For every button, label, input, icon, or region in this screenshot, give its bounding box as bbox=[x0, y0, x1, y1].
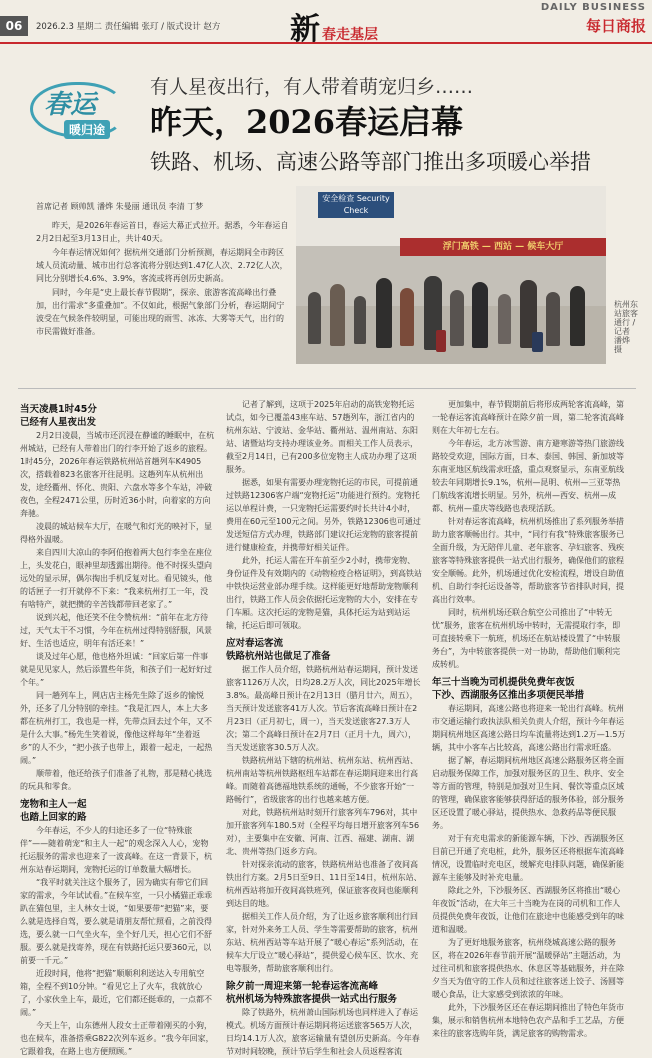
traveler-figure bbox=[354, 296, 366, 344]
traveler-figure bbox=[570, 286, 585, 346]
traveler-figure bbox=[308, 292, 321, 344]
traveler-figure bbox=[546, 292, 560, 346]
paragraph: 除了铁路外，杭州萧山国际机场也同样进入了春运模式。机场方面预计春运期间将运送旅客565万人次，日均14.1万人次，旅客运输量有望创历史新高。今年春节对时间较晚，预计节后学生和社会人员返程客流 bbox=[226, 1008, 420, 1056]
spring-travel-logo bbox=[26, 78, 134, 144]
station-photo bbox=[296, 186, 606, 364]
brand-english: DAILY BUSINESS bbox=[540, 2, 646, 13]
paragraph: 顺带着，他还给孩子们准备了礼物，那是精心挑选的玩具和零食。 bbox=[20, 769, 212, 791]
security-check-sign: 安全检查 Security Check bbox=[318, 192, 394, 218]
paragraph: 记者了解到，这项于2025年启动的高铁宠物托运试点，如今已覆盖43座车站、57趟列车，浙江省内的杭州东站、宁波站、金华站、衢州站、温州南站、东阳站、诸暨站均支持办理该业务。而相关工作人员表示，截至2月14日，已有200多位宠物主人成功办理了这项服务。 bbox=[226, 400, 418, 474]
traveler-figure bbox=[330, 284, 345, 346]
paragraph: 除此之外，下沙服务区、西湖服务区将推出“暖心年夜饭”活动，在大年三十当晚为在岗的司机和工作人员提供免费年夜饭，让他们在旅途中也能感受到年的味道和温暖。 bbox=[432, 886, 624, 934]
paragraph: 对此，铁路杭州站时刻开行旅客列车796对，其中加开旅客列车180.5对（全程平均每日增开旅客列车56对），主要集中在安徽、河南、江西、福建、湖南、湖北、贵州等热门返乡方向。 bbox=[226, 808, 420, 856]
headline-kicker: 有人星夜出行，有人带着萌宠归乡…… bbox=[150, 76, 474, 98]
paragraph: 春运期间，高速公路也将迎来一轮出行高峰。杭州市交通运输行政执法队相关负责人介绍，预计今年春运期间杭州地区高速公路日均车流量将达到1.2万—1.5万辆，其中小客车占比较高，高速公路出行需求旺盛。 bbox=[432, 704, 626, 752]
section-title bbox=[290, 4, 378, 48]
paragraph: 凌晨的城站候车大厅，在暖气和灯光的映衬下，显得格外温暖。 bbox=[20, 522, 212, 544]
lead-paragraph: 同时，今年是“史上最长春节假期”，探亲、旅游客流高峰出行叠加，出行需求“多重叠加”。不仅如此，根据气象部门分析，春运期间宁波受在气候条件较明显，可能出现的雨雪、冰冻、大雾等天气，出行的市民需做好准备。 bbox=[36, 288, 285, 336]
article-column-1 bbox=[20, 398, 216, 1058]
section-title-big: 新 bbox=[290, 12, 320, 47]
traveler-figure bbox=[376, 278, 392, 348]
paragraph: 据悉，如果有需要办理宠物托运的市民，可提前通过铁路12306客户端“宠物托运”功能进行预约。宠物托运以单程计费，一只宠物托运需要约时长共计4小时，费用在60元至100元之间。另外，铁路12306也可通过发送短信方式办理，铁路部门建议托运宠物的旅客提前进行健康检查，并携带好相关证件。 bbox=[226, 478, 421, 552]
paragraph: 据相关工作人员介绍，为了让返乡旅客顺利出行回家，针对外来务工人员、学生等需要帮助的旅客，杭州东站、杭州西站等车站开展了“暖心春运”系列活动，在候车大厅设立“暖心驿站”，提供爱心候车区、饮水、充电等服务，帮助旅客顺利出行。 bbox=[226, 912, 419, 973]
photo-caption: 杭州东站旅客 通行 / 记者 潘烨 摄 bbox=[614, 300, 638, 354]
paragraph: 针对春运客流高峰，杭州机场推出了系列服务举措助力旅客顺畅出行。其中，“同行有我”特殊旅客服务已全面升级，为无陪伴儿童、老年旅客、孕妇旅客、残疾旅客等特殊旅客提供一站式出行服务，确保他们的旅程安全顺畅。此外，机场通过优化安检流程，增设自助值机、自助行李托运设备等，帮助旅客节省排队时间，提高出行效率。 bbox=[432, 517, 625, 604]
article-column-2 bbox=[226, 398, 422, 1058]
paragraph: 更加集中，春节假期前后将形成两轮客流高峰，第一轮春运客流高峰预计在除夕前一周，第二轮客流高峰则在大年初七左右。 bbox=[432, 400, 624, 435]
traveler-figure bbox=[498, 294, 511, 344]
subheading: 年三十当晚为司机提供免费年夜饭 bbox=[432, 677, 575, 688]
subheading: 也踏上回家的路 bbox=[20, 812, 87, 823]
paragraph: 2月2日凌晨，当城市还沉浸在静谧的睡眠中，在杭州城站，已经有人带着出门的行李开始了返乡的旅程。1时45分，2026年春运铁路杭州站首趟列车K4905次，搭载着823名旅客开往昆明。这趟列车从杭州出发，途经衢州、怀化、贵阳、六盘水等多个车站，冲破夜色，全程2471公里，历时近36小时，向着家的方向奔驰。 bbox=[20, 431, 215, 518]
paragraph: 今年春运，北方冰雪游、南方避寒游等热门旅游线路较受欢迎，国际方面，日本、泰国、韩国、新加坡等东南亚地区航线需求旺盛，重点观察显示，东南亚航线较去年同期增长9.1%，杭州—昆明、杭州—三亚等热门航线客流增长明显。另外，杭州—西安、杭州—成都、杭州—重庆等线路也表现活跃。 bbox=[432, 439, 624, 513]
traveler-figure bbox=[472, 282, 488, 348]
subheading: 下沙、西湖服务区推出多项便民举措 bbox=[432, 690, 585, 701]
paragraph: 此外，下沙服务区还在春运期间推出了特色年货市集，展示和销售杭州本地特色农产品和手工艺品，方便来往的旅客选购年货，满足旅客的购物需求。 bbox=[432, 1003, 624, 1038]
headline-main: 昨天，2026春运启幕 bbox=[150, 103, 464, 141]
byline: 首席记者 顾帅凯 潘烨 朱曼丽 通讯员 李清 丁梦 bbox=[36, 202, 204, 211]
brand-chinese: 每日商报 bbox=[585, 17, 646, 35]
paragraph: 今年春运，不少人的归途还多了一位“特殊旅伴”——随着萌宠“和主人一起”的观念深入人心，宠物托运服务的需求也迎来了一波高峰。在这一背景下，杭州东站春运期间，宠物托运的订单数量大幅增长。 bbox=[20, 826, 212, 874]
paragraph: 此外，托运人需在开车前至少2小时，携带宠物、身份证件及有效期内的《动物检疫合格证明》，到高铁站中铁快运营业部办理手续。这样能更好地帮助宠物顺利出行，铁路工作人员会依据托运宠物的大小，安排在专门车厢。这次托运的宠物是猫，具体托运为站到站运输，托运后即可领取。 bbox=[226, 556, 422, 630]
paragraph: 铁路杭州站下辖的杭州站、杭州东站、杭州西站、杭州南站等杭州铁路枢纽车站都在春运期间迎来出行高峰。而随着高德福地铁系统的通畅，不少旅客开始“一路畅行”，省级旅客的出行也越来越方便。 bbox=[226, 756, 418, 804]
lead-text bbox=[36, 219, 290, 339]
masthead bbox=[0, 0, 652, 47]
paragraph: 据了解，春运期间杭州地区高速公路服务区将全面启动服务保障工作，加强对服务区的卫生、秩序、安全等方面的管理，特别是加强对卫生间、餐饮等重点区域的管理，确保旅客能够获得舒适的服务体验，部分服务区还设置了暖心驿站，提供热水、急救药品等便民服务。 bbox=[432, 756, 624, 830]
paragraph: 说到兴起，他还笑不住令赞杭州：“前年在北方待过，天气太干不习惯，今年在杭州过得特别舒服，风景好、生活也适应，明年有活还来！” bbox=[20, 613, 212, 648]
subheading: 宠物和主人一起 bbox=[20, 799, 87, 810]
paragraph: “我平时就关注这个服务了，因为确实有带它们回家的需求，今年试试看。”在候车室，一只小橘猫正乖乖趴在猫包里，主人林女士说，“如果要带“把猫”来，要么就是选择自驾，要么就是请朋友帮忙照看，之前没得选，要么就一口气坐火车，坐个好几天，担心它们不舒服。要么就是找寄养，现在有铁路托运只要360元，以前要一千元。” bbox=[20, 878, 213, 965]
photo-crowd bbox=[296, 274, 606, 364]
paragraph: 同一趟列车上，网店店主杨先生除了返乡的愉悦外，还多了几分特别的牵挂。“我是汇四人，本上大多都在杭州打工，我也是一样，先带点回去过个年，又不是什么大事。”杨先生笑着说，像他这样每年“坐着返乡”的人不少，“把小孩子也带上，跟着一起走，一起热闹。” bbox=[20, 691, 213, 765]
subheading: 当天凌晨1时45分 bbox=[20, 404, 97, 415]
subheading: 铁路杭州站也做足了准备 bbox=[226, 651, 331, 662]
paragraph: 近段时间，他将“把猫”顺顺利利送达入专用航空箱，全程不到10分钟。“看见它上了火车，我就放心了，小家伙坐上车，最近，它们都还挺乖的，一点都不闹。” bbox=[20, 969, 212, 1017]
paragraph: 针对探亲流动的旅客，铁路杭州站也准备了夜间高铁出行方案。2月5日至9日、11日至14日，杭州东站、杭州西站将加开夜间高铁班列，保证旅客夜间也能顺利到达目的地。 bbox=[226, 860, 422, 908]
page-number: 06 bbox=[0, 16, 28, 36]
paragraph: 今天上午，山东德州人段女士正带着刚买的小狗，也在候车，准备搭乘G822次列车返乡。“我今年回家，它跟着我，在路上也方便照顾。” bbox=[20, 1021, 214, 1056]
logo-subtitle: 暖归途 bbox=[64, 120, 110, 139]
paragraph: 据工作人员介绍，铁路杭州站春运期间，预计发送旅客1126万人次，日均28.2万人次，同比2025年增长3.8%。最高峰日预计在2月13日（腊月廿六，周五），当天预计发送旅客41万人次。节后客流高峰日预计在2月23日（正月初七，周一），当天发送旅客27.3万人次；第二个高峰日预计在2月7日（正月十九，周六），当天发送旅客30.5万人次。 bbox=[226, 665, 421, 752]
traveler-figure bbox=[400, 288, 414, 346]
article-column-3 bbox=[432, 398, 628, 1040]
lead-paragraph: 今年春运情况如何？据杭州交通部门分析预测，春运期间全市跨区域人员流动量、城市出行总客流将分别达到1.47亿人次、2.72亿人次，同比分别增长4.6%、3.9%，客流或将再创历史新高。 bbox=[36, 248, 288, 283]
subheading: 杭州机场为特殊旅客提供一站式出行服务 bbox=[226, 994, 398, 1005]
issue-line: 2026.2.3 星期二 责任编辑 张玎 / 版式设计 赵方 bbox=[36, 22, 221, 32]
luggage-figure bbox=[436, 330, 446, 352]
subheading: 已经有人星夜出发 bbox=[20, 417, 97, 428]
paragraph: 来自四川大凉山的李阿伯抱着两大包行李坐在座位上，头发花白，眼神里却透露出期待。他不时探头望向远处的显示屏，偶尔掏出手机反复对比。看见镜头，他的话匣子一打开就停不下来：“我来杭州打工一年，没有啥特产，就把攒的辛苦钱都带回老家了。” bbox=[20, 548, 212, 609]
station-board: 浮门高铁 — 西站 — 候车大厅 bbox=[400, 238, 606, 256]
paragraph: 同时，杭州机场还联合航空公司推出了“中转无忧”服务，旅客在杭州机场中转时，无需提取行李，即可直接转乘下一航班，机场还在航站楼设置了“中转服务台”，为中转旅客提供一对一协助，帮助他们顺利完成转机。 bbox=[432, 608, 621, 669]
subheading: 应对春运客流 bbox=[226, 638, 284, 649]
paragraph: 为了更好地服务旅客，杭州绕城高速公路的服务区，将在2026年春节前开展“温暖驿站”主题活动，为过往司机和旅客提供热水、休息区等基础服务，并在除夕当天为值守的工作人员和过往旅客送上饺子、汤圆等暖心食品，让大家感受到浓浓的年味。 bbox=[432, 938, 624, 999]
section-divider bbox=[18, 388, 636, 389]
logo-title: 春运 bbox=[44, 90, 97, 120]
traveler-figure bbox=[450, 290, 464, 346]
lead-paragraph: 昨天，是2026年春运首日，春运大幕正式拉开。据悉，今年春运自2月2日起至3月13日止，共计40天。 bbox=[36, 221, 289, 243]
subheading: 除夕前一周迎来第一轮春运客流高峰 bbox=[226, 981, 379, 992]
luggage-figure bbox=[532, 332, 543, 352]
paragraph: 谈及过年心愿，他也格外坦诚：“回家后第一件事就是见见家人，然后添置些年货，和孩子们一起好好过个年。” bbox=[20, 652, 212, 687]
paragraph: 对于有充电需求的新能源车辆，下沙、西湖服务区目前已开通了充电桩，此外，服务区还将根据车流高峰情况，设置临时充电区，缓解充电排队问题，确保新能源车主能够及时补充电量。 bbox=[432, 834, 624, 882]
section-title-small: 春走基层 bbox=[322, 27, 378, 43]
headline-subtitle: 铁路、机场、高速公路等部门推出多项暖心举措 bbox=[150, 150, 591, 174]
